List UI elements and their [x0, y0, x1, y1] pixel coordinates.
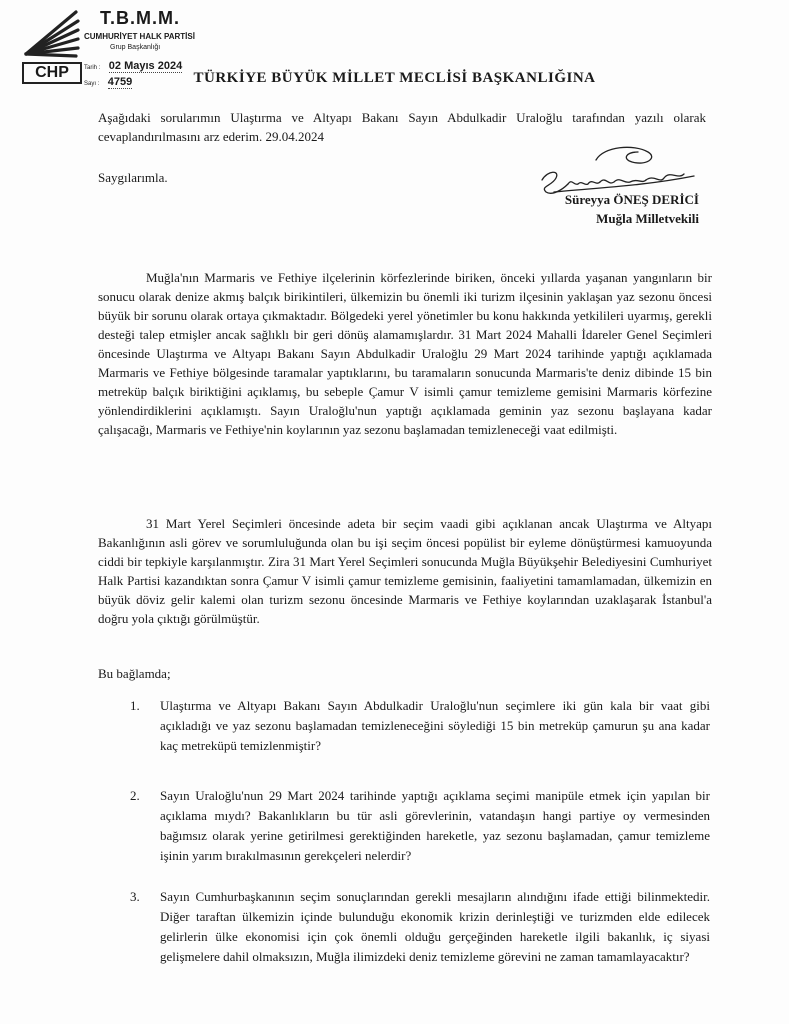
tbmm-label: T.B.M.M. — [100, 8, 180, 28]
question-item — [98, 696, 710, 756]
signer-name: Süreyya ÖNEŞ DERİCİ — [564, 192, 699, 207]
logo-text: CHP — [22, 62, 82, 84]
question-number: 2. — [130, 788, 140, 803]
question-text: Sayın Cumhurbaşkanının seçim sonuçlarından gerekli mesajların alındığını ifade ettiği bilinmektedir. Diğer taraftan ülkemizin içinde bulunduğu ekonomik krizin derinleştiği ve turizmden elde edilecek gelirlerin ülke ekonomisi için çok önemli olduğu gerçeğinden hareketle ilgili bakanlık, iç siyasi gelişmelere dahil olmaksızın, Muğla ilimizdeki deniz temizleme görevini ne zaman tamamlayacaktır? — [160, 889, 710, 964]
question-item — [98, 887, 710, 967]
question-number: 3. — [130, 889, 140, 904]
question-text: Sayın Uraloğlu'nun 29 Mart 2024 tarihinde yaptığı açıklama seçimi manipüle etmek için yapılan bir açıklama mıydı? Bakanlıkların bu tür asli görevlerinin, vatandaşın hangi partiye oy vermesinden bağımsız olarak yerine getirilmesi gerektiğinden hareketle, yaz sezonu başlamadan, çamur temizleme işinin yarım bırakılmasının gerekçeleri nelerdir? — [160, 788, 710, 863]
question-number: 1. — [130, 698, 140, 713]
signer-title: Muğla Milletvekili — [596, 211, 699, 226]
question-item — [98, 786, 710, 866]
document-title: TÜRKİYE BÜYÜK MİLLET MECLİSİ BAŞKANLIĞINA — [193, 70, 596, 86]
number-value: 4759 — [107, 76, 133, 88]
greeting: Saygılarımla. — [98, 170, 168, 185]
party-name: CUMHURİYET HALK PARTİSİ — [84, 32, 195, 41]
body-paragraph: 31 Mart Yerel Seçimleri öncesinde adeta bir seçim vaadi gibi açıklanan ancak Ulaştırma ve Altyapı Bakanlığının asli görev ve sorumluluğunda olan bu işi seçim öncesi popülist bir eyleme dönüştürmesi kamuoyunda ciddi bir tepkiyle karşılanmıştır. Zira 31 Mart Yerel Seçimleri sonucunda Muğla Büyükşehir Belediyesini Cumhuriyet Halk Partisi kazandıktan sonra Çamur V isimli çamur temizleme gemisinin, faaliyetini tamamlamadan, ülkemizin en büyük döviz gelir kalemi olan turizm sezonu öncesinde Marmaris ve Fethiye koylarından uzaklaşarak İstanbul'a doğru yola çıktığı görülmüştür. — [98, 516, 712, 626]
question-text: Ulaştırma ve Altyapı Bakanı Sayın Abdulkadir Uraloğlu'nun seçimlere iki gün kala bir vaat gibi açıkladığı ve yaz sezonu başlamadan temizleneceğini söylediği 15 bin metreküp çamurun şu ana kadar kaç metreküpü temizlenmiştir? — [160, 698, 710, 753]
date-value: 02 Mayıs 2024 — [108, 60, 183, 72]
office-name: Grup Başkanlığı — [110, 44, 161, 51]
body-paragraph: Muğla'nın Marmaris ve Fethiye ilçelerinin körfezlerinde biriken, önceki yıllarda yaşanan yangınların bir sonucu olarak denize akmış balçık birikintileri, ülkemizin bu önemli iki turizm ilçesinin yaklaşan yaz sezonu öncesi büyük bir sorunu olarak ortaya çıkmaktadır. Bölgedeki yerel yönetimler bu konu hakkında yetkilileri uyarmış, gerekli desteği talep etmişler ancak sağlıklı bir geri dönüş alamamışlardır. 31 Mart 2024 Mahalli İdareler Genel Seçimleri öncesinde Ulaştırma ve Altyapı Bakanı Sayın Abdulkadir Uraloğlu 29 Mart 2024 tarihinde yaptığı açıklamada Marmaris ve Fethiye bölgesinde taramalar yaptıklarını, bu taramaların sonucunda Marmaris'te deniz dibinde 15 bin metreküp balçık biriktiğini açıklamış, bu sebeple Çamur V isimli çamur temizleme gemisini Marmaris körfezine yönlendirdiklerini açıklamıştı. Sayın Uraloğlu'nun yaptığı açıklamada geminin yaz sezonu başlayana kadar çalışacağı, Marmaris ve Fethiye'nin koylarının yaz sezonu başlamadan temizleneceği vaat edilmişti. — [98, 270, 712, 437]
intro-paragraph: Aşağıdaki sorularımın Ulaştırma ve Altyapı Bakanı Sayın Abdulkadir Uraloğlu tarafından yazılı olarak cevaplandırılmasını arz ederim. 29.04.2024 — [98, 110, 706, 144]
six-arrows-icon — [22, 8, 80, 60]
context-label: Bu bağlamda; — [98, 666, 171, 681]
signer-block — [565, 190, 699, 228]
number-label: Sayı : — [84, 81, 100, 87]
date-label: Tarih : — [84, 65, 101, 71]
